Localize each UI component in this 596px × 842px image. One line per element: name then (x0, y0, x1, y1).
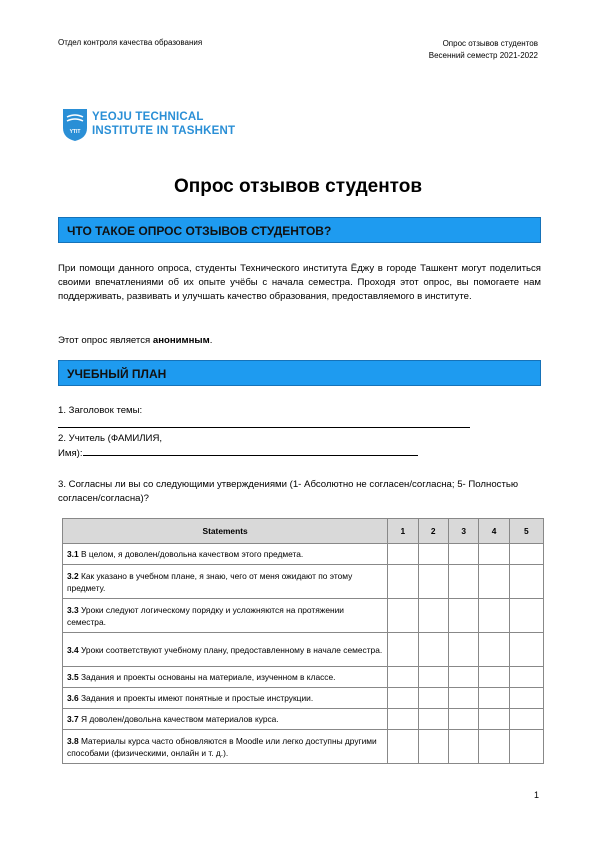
rating-cell-1[interactable] (388, 599, 418, 633)
statements-rating-table (62, 518, 544, 764)
rating-cell-1[interactable] (388, 730, 418, 764)
rating-4-header: 4 (479, 519, 509, 544)
rating-5-header: 5 (509, 519, 543, 544)
statement-text: В целом, я доволен/довольна качеством этого предмета. (78, 549, 304, 559)
rating-cell-5[interactable] (509, 565, 543, 599)
rating-cell-1[interactable] (388, 667, 418, 688)
statement-text: Как указано в учебном плане, я знаю, чего от меня ожидают по этому предмету. (67, 570, 353, 593)
header-department: Отдел контроля качества образования (58, 38, 203, 47)
statement-number: 3.6 (67, 693, 79, 703)
logo-line1: YEOJU TECHNICAL (92, 111, 204, 123)
section-heading-text: ЧТО ТАКОЕ ОПРОС ОТЗЫВОВ СТУДЕНТОВ? (67, 224, 332, 238)
statement-cell (63, 544, 388, 565)
rating-cell-3[interactable] (448, 667, 478, 688)
rating-cell-2[interactable] (418, 709, 448, 730)
rating-cell-4[interactable] (479, 565, 509, 599)
statement-number: 3.1 (67, 549, 79, 559)
rating-cell-1[interactable] (388, 633, 418, 667)
rating-cell-5[interactable] (509, 544, 543, 565)
rating-cell-4[interactable] (479, 667, 509, 688)
rating-cell-3[interactable] (448, 544, 478, 565)
statement-text: Задания и проекты основаны на материале, изученном в классе. (78, 672, 336, 682)
statement-cell (63, 599, 388, 633)
statement-text: Материалы курса часто обновляются в Moodle или легко доступны другими способами (физическими, онлайн и т. д.). (67, 735, 377, 758)
rating-cell-5[interactable] (509, 633, 543, 667)
statement-cell (63, 730, 388, 764)
rating-cell-5[interactable] (509, 688, 543, 709)
rating-cell-4[interactable] (479, 709, 509, 730)
rating-cell-5[interactable] (509, 709, 543, 730)
rating-cell-2[interactable] (418, 544, 448, 565)
rating-cell-4[interactable] (479, 633, 509, 667)
question-teacher-label: 2. Учитель (ФАМИЛИЯ, (58, 433, 163, 444)
rating-cell-2[interactable] (418, 688, 448, 709)
table-header-row (63, 519, 544, 544)
rating-cell-1[interactable] (388, 565, 418, 599)
rating-cell-2[interactable] (418, 565, 448, 599)
rating-1-header: 1 (388, 519, 418, 544)
rating-cell-2[interactable] (418, 730, 448, 764)
statement-number: 3.3 (67, 604, 79, 615)
statement-text: Я доволен/довольна качеством материалов курса. (78, 714, 279, 724)
logo-text (92, 110, 235, 138)
statements-column-header: Statements (63, 519, 388, 544)
statement-cell (63, 709, 388, 730)
header-survey-info (429, 38, 538, 62)
anon-bold: анонимным (152, 335, 210, 346)
rating-cell-4[interactable] (479, 730, 509, 764)
rating-cell-1[interactable] (388, 709, 418, 730)
table-row (63, 544, 544, 565)
anon-prefix: Этот опрос является (58, 335, 153, 346)
statement-cell (63, 565, 388, 599)
statement-number: 3.2 (67, 570, 79, 581)
table-row (63, 599, 544, 633)
anonymous-note (58, 334, 541, 348)
anon-suffix: . (209, 335, 213, 346)
question-teacher (58, 432, 541, 461)
institute-logo (62, 106, 262, 146)
logo-line2: INSTITUTE IN TASHKENT (92, 125, 236, 137)
question-topic (58, 404, 541, 433)
table-row (63, 633, 544, 667)
intro-paragraph: При помощи данного опроса, студенты Технического института Ёджу в городе Ташкент могут поделиться своими впечатлениями об их опыте учёбы с начала семестра. Проходя этот опрос, вы помогаете нам поддерживать, развивать и улучшать качество образования, предоставляемого в институте. (58, 263, 541, 302)
page-title: Опрос отзывов студентов (173, 176, 423, 197)
rating-cell-4[interactable] (479, 688, 509, 709)
teacher-answer-line[interactable] (83, 446, 418, 456)
statement-cell (63, 667, 388, 688)
rating-cell-3[interactable] (448, 565, 478, 599)
rating-cell-3[interactable] (448, 688, 478, 709)
rating-cell-5[interactable] (509, 730, 543, 764)
emblem-text: YTIT (69, 129, 81, 135)
rating-cell-3[interactable] (448, 730, 478, 764)
statement-text: Уроки соответствуют учебному плану, предоставленному в начале семестра. (78, 644, 383, 655)
rating-cell-5[interactable] (509, 667, 543, 688)
rating-cell-5[interactable] (509, 599, 543, 633)
rating-cell-2[interactable] (418, 667, 448, 688)
statement-cell (63, 633, 388, 667)
table-row (63, 709, 544, 730)
rating-cell-2[interactable] (418, 599, 448, 633)
statement-text: Задания и проекты имеют понятные и простые инструкции. (78, 693, 314, 703)
rating-3-header: 3 (448, 519, 478, 544)
table-row (63, 730, 544, 764)
header-semester: Весенний семестр 2021-2022 (428, 51, 538, 60)
section-heading-curriculum (58, 360, 541, 386)
shield-emblem-icon (62, 108, 88, 142)
table-row (63, 565, 544, 599)
rating-2-header: 2 (418, 519, 448, 544)
statement-number: 3.7 (67, 714, 79, 724)
statement-cell (63, 688, 388, 709)
rating-cell-4[interactable] (479, 544, 509, 565)
page-number: 1 (534, 790, 540, 800)
question-topic-label: 1. Заголовок темы: (58, 405, 143, 416)
topic-answer-line[interactable] (58, 418, 470, 428)
rating-cell-1[interactable] (388, 544, 418, 565)
rating-cell-3[interactable] (448, 709, 478, 730)
rating-cell-2[interactable] (418, 633, 448, 667)
rating-cell-3[interactable] (448, 633, 478, 667)
table-row (63, 688, 544, 709)
question-teacher-label-2: Имя): (58, 448, 83, 459)
statement-text: Уроки следуют логическому порядку и усложняются на протяжении семестра. (67, 604, 344, 627)
rating-cell-3[interactable] (448, 599, 478, 633)
question-agreement: 3. Согласны ли вы со следующими утверждениями (1- Абсолютно не согласен/согласна; 5- Полностью согласен/согласна)? (58, 479, 519, 504)
statement-number: 3.8 (67, 735, 79, 746)
section-heading-what-is-survey (58, 217, 541, 243)
rating-cell-1[interactable] (388, 688, 418, 709)
table-row (63, 667, 544, 688)
header-survey-title: Опрос отзывов студентов (442, 39, 538, 48)
section-heading-text: УЧЕБНЫЙ ПЛАН (67, 367, 167, 381)
statement-number: 3.4 (67, 644, 79, 655)
statement-number: 3.5 (67, 672, 79, 682)
rating-cell-4[interactable] (479, 599, 509, 633)
